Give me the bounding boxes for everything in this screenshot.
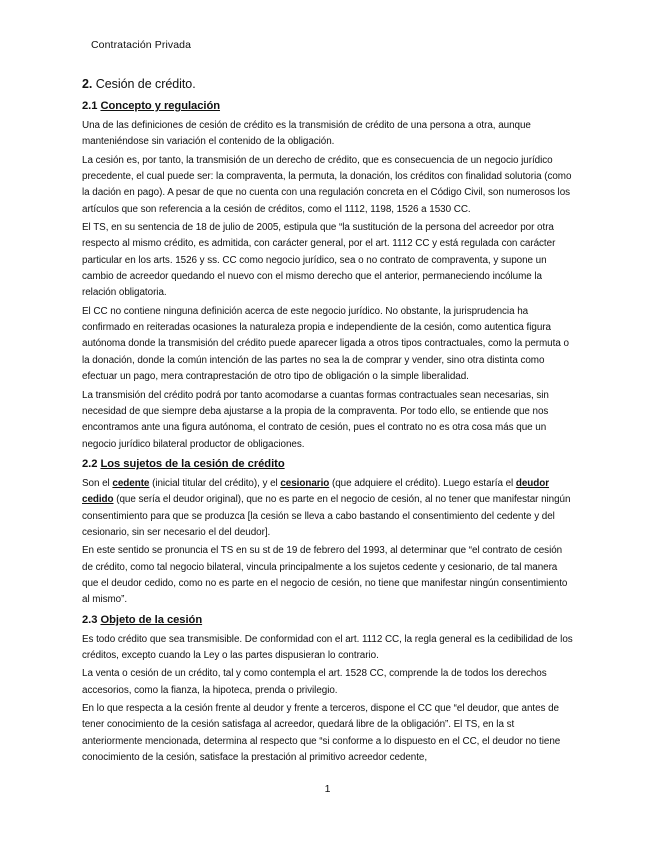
paragraph: En este sentido se pronuncia el TS en su st de 19 de febrero del 1993, al determinar que “el contrato de cesión de crédito, como tal negocio bilateral, vincula principalmente a los sujetos cedente y cesionario, de tal manera que el deudor cedido, como no es parte en el negocio de cesión, no tiene que manifestar ningún consentimiento al mismo”. (82, 545, 568, 606)
term-deudor-cedido: deudor cedido (82, 477, 550, 506)
paragraph: El TS, en su sentencia de 18 de julio de 2005, estipula que “la sustitución de la persona del acreedor por otra respecto al mismo crédito, es admitida, con carácter general, por el art. 1112 CC y está regulada con carácter particular en los arts. 1526 y ss. CC como negocio jurídico, sea o no contrato de compraventa, y supone un cambio de acreedor quedando el nuevo con el mismo derecho que el anterior, permaneciendo incólume la relación obligatoria. (82, 222, 556, 299)
subsection-number: 2.3 (82, 613, 98, 626)
paragraph: En lo que respecta a la cesión frente al deudor y frente a terceros, dispone el CC que “el deudor, que antes de tener conocimiento de la cesión satisfaga al acreedor, quedará libre de la obligación”. El TS, en la st anteriormente mencionada, determina al respecto que “si conforme a lo dispuesto en el CC, el deudor no tiene conocimiento de la cesión, satisface la prestación al primitivo acreedor cedente, (82, 703, 561, 764)
text-run: Son el (82, 477, 113, 489)
subsection-number: 2.1 (82, 100, 98, 112)
subsection-title: Los sujetos de la cesión de crédito (100, 457, 285, 470)
paragraph: La cesión es, por tanto, la transmisión de un derecho de crédito, que es consecuencia de un negocio jurídico precedente, el cual puede ser: la compraventa, la permuta, la donación, los créditos con finalidad solutoria (como la dación en pago). A pesar de que no cuenta con una regulación concreta en el Código Civil, son numerosos los artículos que son referencia a la cesión de créditos, como el 1112, 1198, 1526 a 1530 CC. (82, 154, 572, 215)
subsection-heading-2-3 (82, 612, 574, 629)
subsection-heading-2-2 (82, 456, 574, 473)
subsection-number: 2.2 (82, 457, 98, 470)
text-run: (que sería el deudor original), que no es parte en el negocio de cesión, al no tener que manifestar ningún consentimiento para que se produzca [la cesión se lleva a cabo bastando el consentimiento del cedente y del cesionario, sin ser necesario el del deudor]. (82, 494, 571, 538)
page-number: 1 (324, 783, 331, 795)
subsection-title: Concepto y regulación (100, 100, 221, 112)
paragraph: El CC no contiene ninguna definición acerca de este negocio jurídico. No obstante, la jurisprudencia ha confirmado en reiteradas ocasiones la naturaleza propia e independiente de la cesión, como autentica figura autónoma donde la transmisión del crédito puede aparecer ligada a otros tipos contractuales, como la permuta o la donación, donde la común intención de las partes no sea la de comprar y vender, sino otra distinta como efectuar un pago, mera contraprestación de otro tipo de obligación o la simple liberalidad. (82, 305, 569, 383)
paragraph: La venta o cesión de un crédito, tal y como contempla el art. 1528 CC, comprende la de todos los derechos accesorios, como la fianza, la hipoteca, prenda o privilegio. (82, 668, 547, 696)
section-heading (82, 74, 574, 94)
section-title: Cesión de crédito. (95, 77, 196, 91)
subsection-title: Objeto de la cesión (100, 613, 203, 626)
term-cedente: cedente (112, 477, 150, 489)
paragraph-sujetos (82, 476, 574, 541)
text-run: (inicial titular del crédito), y el (149, 477, 281, 489)
term-cesionario: cesionario (280, 477, 330, 489)
text-run: (que adquiere el crédito). Luego estaría el (329, 477, 516, 489)
document-body (82, 74, 574, 768)
paragraph: Una de las definiciones de cesión de crédito es la transmisión de crédito de una persona a otra, aunque manteniéndose sin variación el contenido de la obligación. (82, 120, 531, 148)
page-header: Contratación Privada (91, 39, 192, 51)
subsection-heading-2-1 (82, 98, 574, 115)
paragraph: Es todo crédito que sea transmisible. De conformidad con el art. 1112 CC, la regla general es la cedibilidad de los créditos, excepto cuando la Ley o las partes dispusieran lo contrario. (82, 633, 573, 661)
section-number: 2. (82, 77, 93, 91)
paragraph: La transmisión del crédito podrá por tanto acomodarse a cuantas formas contractuales sean necesarias, sin necesidad de que siempre deba ajustarse a la propia de la compraventa. Por todo ello, se entiende que nos encontramos ante una figura autónoma, el contrato de cesión, pues el contrato no es otra cosa más que un negocio jurídico bilateral productor de obligaciones. (82, 389, 549, 450)
